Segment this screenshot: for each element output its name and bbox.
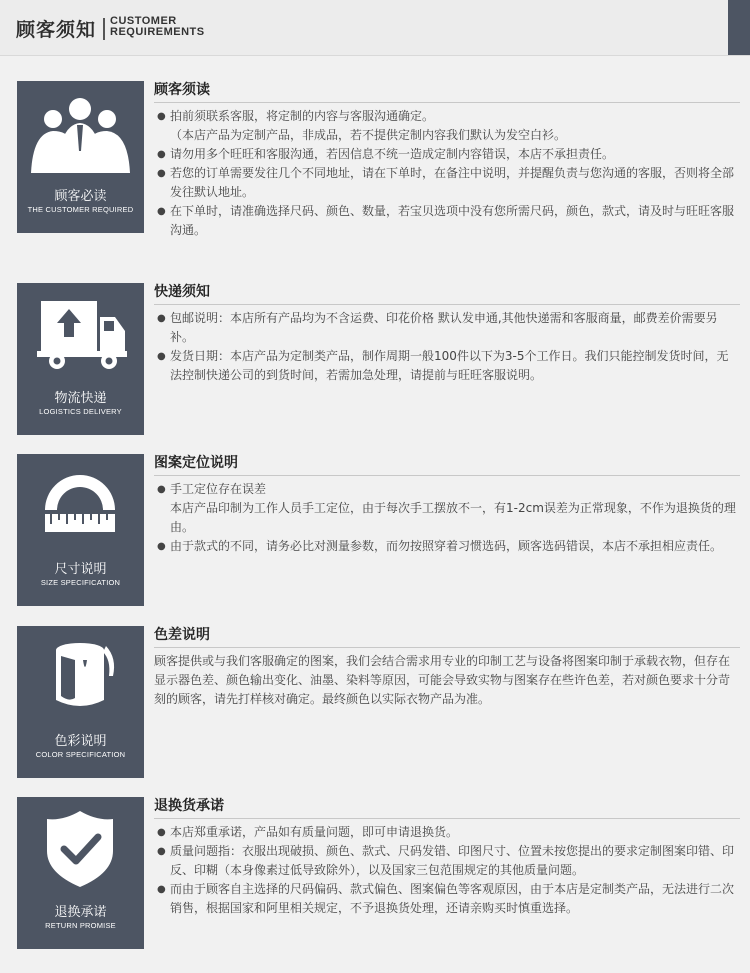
bullet-icon: ● bbox=[157, 484, 166, 495]
header-divider bbox=[103, 18, 105, 40]
tile-label-cn: 退换承诺 bbox=[54, 905, 107, 920]
list-item: ● 若您的订单需要发往几个不同地址，请在下单时，在备注中说明，并提醒负责与您沟通的客服，否则将全部发往默认地址。 bbox=[157, 166, 735, 199]
notice-list bbox=[154, 823, 740, 918]
page-subtitle: CUSTOMER REQUIREMENTS bbox=[110, 15, 205, 38]
list-item: ● 发货日期：本店产品为定制类产品，制作周期一般100件以下为3-5个工作日。我们只能控制发货时间，无法控制快递公司的到货时间，若需加急处理，请提前与旺旺客服说明。 bbox=[157, 349, 729, 382]
section-title: 退换货承诺 bbox=[154, 798, 224, 814]
list-item: ● 质量问题指：衣服出现破损、颜色、款式、尺码发错、印图尺寸、位置未按您提出的要求定制图案印错、印反、印糊（本身像素过低导致除外），以及国家三包范围规定的其他质量问题。 bbox=[157, 844, 735, 877]
tile-label-en: SIZE SPECIFICATION bbox=[40, 578, 121, 587]
tile-color bbox=[17, 626, 144, 778]
shield-check-icon bbox=[17, 797, 144, 897]
bullet-icon: ● bbox=[157, 884, 166, 895]
page-header bbox=[0, 0, 750, 56]
tile-label-en: THE CUSTOMER REQUIRED bbox=[27, 205, 134, 214]
tile-label-en: COLOR SPECIFICATION bbox=[35, 750, 126, 759]
bullet-icon: ● bbox=[157, 827, 166, 838]
notice-list bbox=[154, 309, 740, 385]
list-item: ● 由于款式的不同，请务必比对测量参数，而勿按照穿着习惯选码，顾客选码错误，本店不承担相应责任。 bbox=[154, 537, 740, 556]
bullet-icon: ● bbox=[157, 168, 166, 179]
section-title: 色差说明 bbox=[154, 627, 210, 643]
bullet-icon: ● bbox=[157, 351, 166, 362]
tile-label-cn: 顾客必读 bbox=[54, 189, 107, 204]
section-divider bbox=[154, 818, 740, 819]
page-title: 顾客须知 bbox=[16, 19, 97, 41]
bullet-icon: ● bbox=[157, 111, 166, 122]
section-divider bbox=[154, 304, 740, 305]
tile-return bbox=[17, 797, 144, 949]
list-item: ● 请勿用多个旺旺和客服沟通，若因信息不统一造成定制内容错误，本店不承担责任。 bbox=[154, 145, 740, 164]
section-paragraph: 顾客提供或与我们客服确定的图案，我们会结合需求用专业的印制工艺与设备将图案印制于承载衣物，但存在显示器色差、颜色输出变化、油墨、染料等原因，可能会导致实物与图案存在些许色差，若对颜色要求十分苛刻的顾客，请先打样核对确定。最终颜色以实际衣物产品为准。 bbox=[154, 654, 731, 706]
notice-list bbox=[154, 480, 740, 556]
section-title: 图案定位说明 bbox=[154, 455, 238, 471]
section-divider bbox=[154, 647, 740, 648]
paint-bucket-icon bbox=[17, 626, 144, 726]
section-divider bbox=[154, 475, 740, 476]
list-item: ● 而由于顾客自主选择的尺码偏码、款式偏色、图案偏色等客观原因，由于本店是定制类产品，无法进行二次销售，根据国家和阿里相关规定，不予退换货处理，还请亲购买时慎重选择。 bbox=[157, 882, 735, 915]
list-item: ● 在下单时，请准确选择尺码、颜色、数量，若宝贝选项中没有您所需尺码，颜色，款式，请及时与旺旺客服沟通。 bbox=[157, 204, 735, 237]
section-content bbox=[154, 454, 740, 556]
header-corner-block bbox=[728, 0, 750, 55]
list-item: ● 拍前须联系客服，将定制的内容与客服沟通确定。 （本店产品为定制产品，非成品，若不提供定制内容我们默认为发空白衫。 bbox=[157, 109, 567, 142]
section-content bbox=[154, 81, 740, 240]
tile-label-en: RETURN PROMISE bbox=[45, 921, 116, 930]
truck-icon bbox=[17, 283, 144, 383]
tile-size bbox=[17, 454, 144, 606]
list-item: ● 本店郑重承诺，产品如有质量问题，即可申请退换货。 bbox=[154, 823, 740, 842]
people-icon bbox=[17, 81, 144, 181]
tile-customer-required bbox=[17, 81, 144, 233]
notice-list bbox=[154, 107, 740, 240]
list-item: ● 包邮说明：本店所有产品均为不含运费、印花价格 默认发申通,其他快递需和客服商量，邮费差价需要另补。 bbox=[157, 311, 718, 344]
section-title: 快递须知 bbox=[154, 284, 210, 300]
section-divider bbox=[154, 102, 740, 103]
tile-label-cn: 尺寸说明 bbox=[54, 562, 107, 577]
bullet-icon: ● bbox=[157, 149, 166, 160]
tile-logistics bbox=[17, 283, 144, 435]
section-content bbox=[154, 797, 740, 918]
list-item: ● 手工定位存在误差 本店产品印制为工作人员手工定位，由于每次手工摆放不一，有1-2cm误差为正常现象，不作为退换货的理由。 bbox=[157, 482, 736, 534]
tile-label-cn: 色彩说明 bbox=[54, 734, 107, 749]
tile-label-en: LOGISTICS DELIVERY bbox=[39, 407, 122, 416]
bullet-icon: ● bbox=[157, 846, 166, 857]
bullet-icon: ● bbox=[157, 313, 166, 324]
protractor-ruler-icon bbox=[17, 454, 144, 554]
bullet-icon: ● bbox=[157, 206, 166, 217]
section-content bbox=[154, 626, 740, 709]
tile-label-cn: 物流快递 bbox=[54, 391, 107, 406]
section-title: 顾客须读 bbox=[154, 82, 210, 98]
bullet-icon: ● bbox=[157, 541, 166, 552]
section-content bbox=[154, 283, 740, 385]
